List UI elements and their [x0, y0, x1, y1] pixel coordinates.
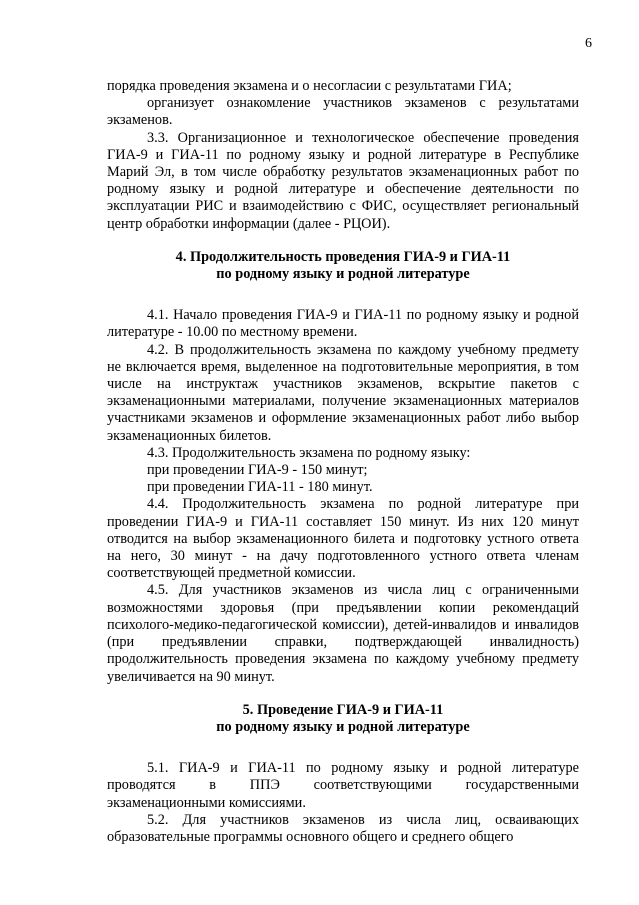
section-4-heading-line2: по родному языку и родной литературе	[216, 266, 470, 283]
paragraph-4-3-gia11: при проведении ГИА-11 - 180 минут.	[147, 479, 373, 496]
section-5-heading-line1: 5. Проведение ГИА-9 и ГИА-11	[242, 701, 444, 718]
page-number: 6	[585, 36, 592, 51]
paragraph-4-2: 4.2. В продолжительность экзамена по каждому учебному предмету не включается время, выделенное на подготовительные мероприятия, в том числе на инструктаж участников экзаменов, вскрытие пакетов с экзаменационными материалами, получение экзаменационных материалов участниками экзаменов и оформление экзаменационных работ либо выбор экзаменационных билетов.	[107, 341, 579, 444]
paragraph-4-4: 4.4. Продолжительность экзамена по родной литературе при проведении ГИА-9 и ГИА-11 составляет 150 минут. Из них 120 минут отводится на выбор экзаменационного билета и подготовку устного ответа на него, 30 минут - на дачу подготовленного устного ответа членам соответствующей предметной комиссии.	[107, 496, 579, 582]
paragraph-4-1: 4.1. Начало проведения ГИА-9 и ГИА-11 по родному языку и родной литературе - 10.00 по местному времени.	[107, 307, 579, 341]
paragraph-3-3: 3.3. Организационное и технологическое обеспечение проведения ГИА-9 и ГИА-11 по родному языку и родной литературе в Республике Марий Эл, в том числе обработку результатов экзаменационных работ по родному языку и родной литературе и обеспечение деятельности по эксплуатации РИС и взаимодействию с ФИС, осуществляет региональный центр обработки информации (далее - РЦОИ).	[107, 129, 579, 232]
paragraph-appeal-order: порядка проведения экзамена и о несогласии с результатами ГИА;	[107, 78, 512, 94]
paragraph-4-3-gia9: при проведении ГИА-9 - 150 минут;	[147, 462, 368, 479]
paragraph-results-review: организует ознакомление участников экзаменов с результатами экзаменов.	[107, 95, 579, 129]
paragraph-4-3: 4.3. Продолжительность экзамена по родному языку:	[147, 444, 471, 461]
section-5-heading-line2: по родному языку и родной литературе	[216, 718, 470, 735]
paragraph-5-1: 5.1. ГИА-9 и ГИА-11 по родному языку и родной литературе проводятся в ППЭ соответствующими государственными экзаменационными комиссиями.	[107, 760, 579, 811]
paragraph-4-5: 4.5. Для участников экзаменов из числа лиц с ограниченными возможностями здоровья (при предъявлении копии рекомендаций психолого-медико-педагогической комиссии), детей-инвалидов и инвалидов (при предъявлении справки, подтверждающей инвалидность) продолжительность проведения экзамена по каждому учебному предмету увеличивается на 90 минут.	[107, 582, 579, 685]
section-4-heading-line1: 4. Продолжительность проведения ГИА-9 и ГИА-11	[175, 248, 511, 265]
document-body	[107, 78, 579, 846]
paragraph-5-2: 5.2. Для участников экзаменов из числа лиц, осваивающих образовательные программы основного общего и среднего общего	[107, 811, 579, 845]
